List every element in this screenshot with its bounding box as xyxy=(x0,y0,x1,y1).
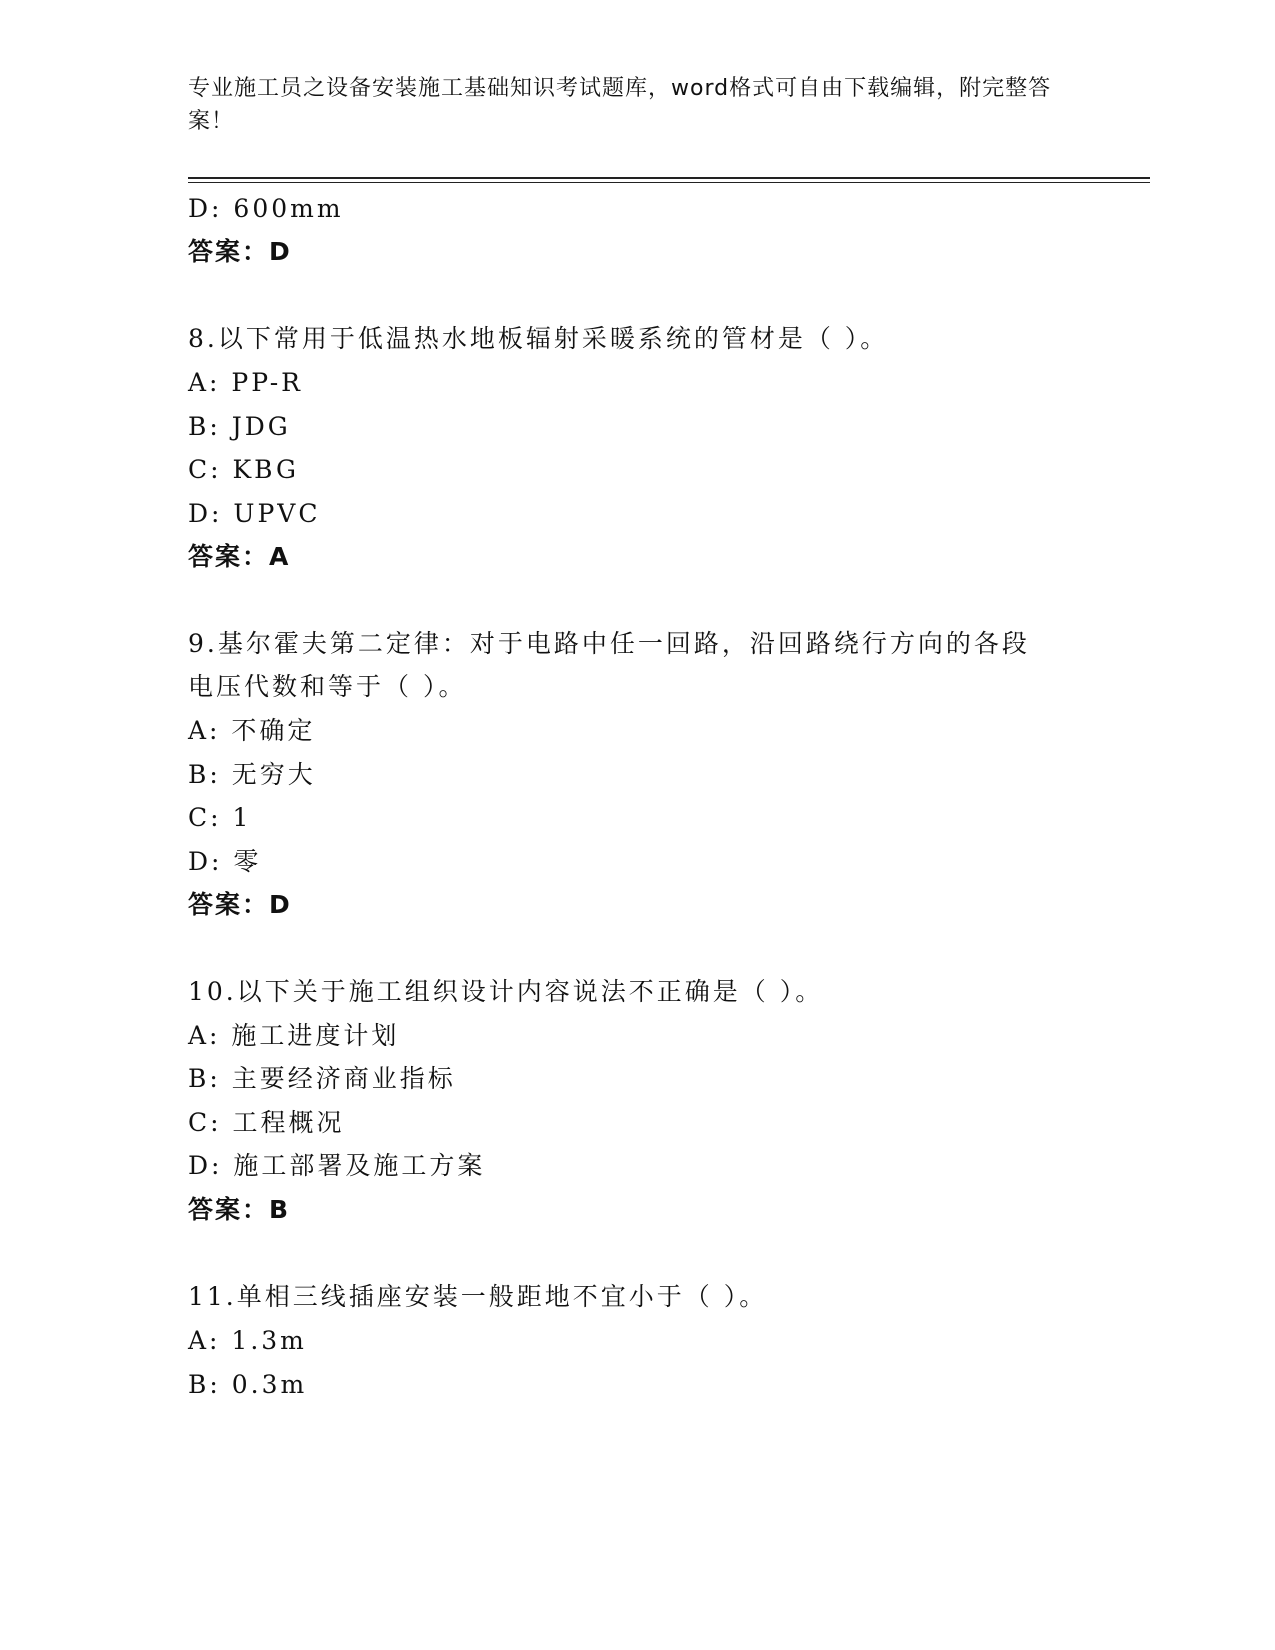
q7-answer: 答案：D xyxy=(188,237,292,266)
q10-option-b: B: 主要经济商业指标 xyxy=(188,1064,456,1093)
q10-option-a: A: 施工进度计划 xyxy=(188,1021,400,1050)
q8-option-d: D: UPVC xyxy=(188,499,321,528)
q9-option-c: C: 1 xyxy=(188,803,252,832)
q8-option-b: B: JDG xyxy=(188,412,291,441)
q8-answer: 答案：A xyxy=(188,542,291,571)
q9-option-a: A: 不确定 xyxy=(188,716,316,745)
page-header: 专业施工员之设备安装施工基础知识考试题库，word格式可自由下载编辑，附完整答案！ xyxy=(188,76,1052,134)
q11-option-b: B: 0.3m xyxy=(188,1370,308,1399)
q9-answer: 答案：D xyxy=(188,890,292,919)
q8-option-c: C: KBG xyxy=(188,455,299,484)
q10-answer: 答案：B xyxy=(188,1195,291,1224)
q10-option-d: D: 施工部署及施工方案 xyxy=(188,1151,486,1180)
q10-question: 10.以下关于施工组织设计内容说法不正确是（ ）。 xyxy=(188,977,824,1006)
q11-option-a: A: 1.3m xyxy=(188,1326,307,1355)
q10-option-c: C: 工程概况 xyxy=(188,1108,345,1137)
q7-option-d: D: 600mm xyxy=(188,194,344,223)
q8-question: 8.以下常用于低温热水地板辐射采暖系统的管材是（ ）。 xyxy=(188,324,889,353)
q11-question: 11.单相三线插座安装一般距地不宜小于（ ）。 xyxy=(188,1282,768,1311)
q9-question-line1: 9.基尔霍夫第二定律：对于电路中任一回路，沿回路绕行方向的各段 xyxy=(188,629,1030,658)
q8-option-a: A: PP-R xyxy=(188,368,303,397)
q9-option-b: B: 无穷大 xyxy=(188,760,316,789)
q9-option-d: D: 零 xyxy=(188,847,262,876)
q9-question-line2: 电压代数和等于（ ）。 xyxy=(188,672,467,701)
header-divider-thin xyxy=(188,182,1150,183)
header-divider-thick xyxy=(188,177,1150,179)
